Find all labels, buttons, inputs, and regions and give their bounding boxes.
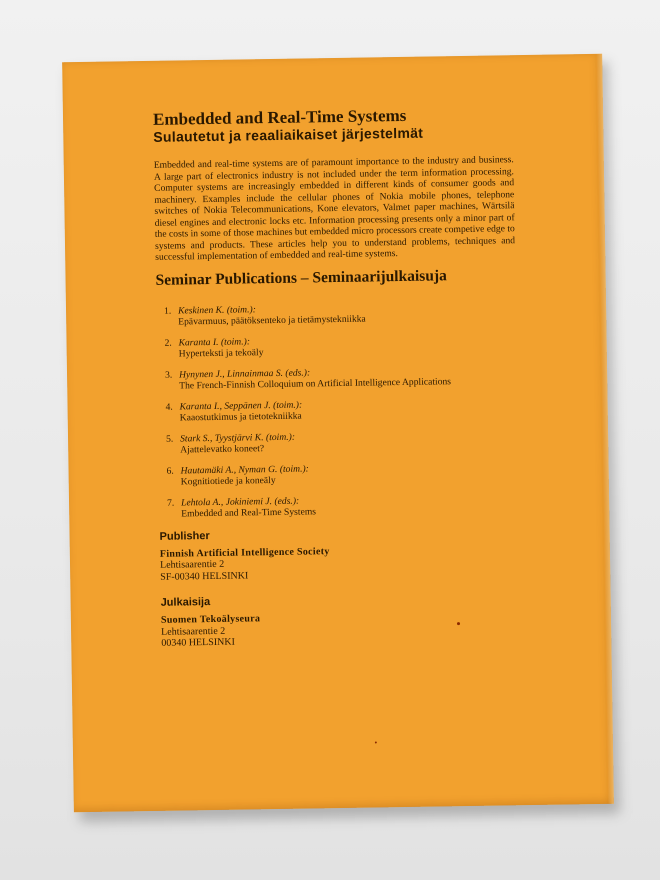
publication-title: The French-Finnish Colloquium on Artificial Intelligence Applications bbox=[179, 376, 452, 392]
publication-item bbox=[158, 428, 518, 457]
julkaisija-label: Julkaisija bbox=[160, 596, 211, 609]
publication-item bbox=[156, 300, 516, 329]
publication-title: Hyperteksti ja tekoäly bbox=[178, 347, 264, 360]
seminar-heading: Seminar Publications – Seminaarijulkaisuja bbox=[155, 266, 447, 289]
publication-title: Ajattelevatko koneet? bbox=[180, 443, 265, 456]
publication-number: 3. bbox=[164, 369, 173, 381]
publication-item bbox=[157, 364, 517, 393]
julkaisija-address-line: Lehtisaarentie 2 bbox=[161, 625, 226, 638]
publisher-name: Finnish Artificial Intelligence Society bbox=[159, 545, 330, 560]
publication-authors: Karanta I., Seppänen J. (toim.): bbox=[179, 399, 303, 412]
publisher-address-line: Lehtisaarentie 2 bbox=[159, 558, 225, 571]
publication-list bbox=[156, 300, 519, 521]
publication-authors: Karanta I. (toim.): bbox=[178, 335, 251, 348]
description-paragraph: Embedded and real-time systems are of paramount importance to the industry and business. A large part of electronics industry is not included under the term information processing. Computer systems are increasingly embedded in different kinds of consumer goods and machinery. Examples include the cellular phones of Nokia mobile phones, telephone switches of Nokia Telecommunications, Kone elevators, Valmet paper machines, Wärtsilä diesel engines and electronic locks etc. Information processing presents only a minor part of the costs in some of those machines but embedded micro processors create competive edge to systems and products. These articles help you to understand problems, techniques and successful implementation of embedded and real-time systems. bbox=[153, 154, 516, 263]
publication-item bbox=[156, 332, 516, 361]
publication-title: Epävarmuus, päätöksenteko ja tietämystekniikka bbox=[178, 313, 366, 328]
julkaisija-name: Suomen Tekoälyseura bbox=[160, 613, 261, 626]
cover-title: Embedded and Real-Time Systems bbox=[152, 105, 407, 129]
cover-blemish bbox=[457, 622, 460, 625]
publication-item bbox=[157, 396, 517, 425]
cover-blemish bbox=[375, 741, 377, 743]
publication-item bbox=[159, 492, 519, 521]
publication-title: Kognitiotiede ja koneäly bbox=[180, 474, 276, 488]
publication-authors: Hautamäki A., Nyman G. (toim.): bbox=[180, 462, 309, 476]
publication-number: 5. bbox=[165, 433, 174, 445]
book-back-cover bbox=[62, 54, 614, 812]
publication-authors: Hynynen J., Linnainmaa S. (eds.): bbox=[178, 366, 311, 380]
publication-authors: Stark S., Tyystjärvi K. (toim.): bbox=[179, 431, 296, 444]
publication-title: Embedded and Real-Time Systems bbox=[181, 506, 317, 520]
publication-title: Kaaostutkimus ja tietotekniikka bbox=[179, 410, 302, 424]
publication-number: 6. bbox=[166, 465, 174, 477]
publisher-label: Publisher bbox=[159, 529, 210, 543]
publication-number: 7. bbox=[166, 497, 175, 509]
publisher-block bbox=[160, 543, 520, 583]
cover-content bbox=[153, 105, 522, 663]
cover-subtitle: Sulautetut ja reaaliaikaiset järjestelmät bbox=[153, 124, 424, 145]
publication-number: 1. bbox=[163, 305, 172, 317]
publication-item bbox=[158, 460, 518, 489]
julkaisija-address-line: 00340 HELSINKI bbox=[161, 636, 235, 649]
publication-number: 4. bbox=[165, 401, 173, 413]
publication-authors: Keskinen K. (toim.): bbox=[177, 303, 256, 316]
publisher-address-line: SF-00340 HELSINKI bbox=[160, 569, 249, 583]
publication-number: 2. bbox=[164, 337, 172, 349]
publication-authors: Lehtola A., Jokiniemi J. (eds.): bbox=[180, 495, 300, 508]
julkaisija-block bbox=[161, 609, 521, 649]
